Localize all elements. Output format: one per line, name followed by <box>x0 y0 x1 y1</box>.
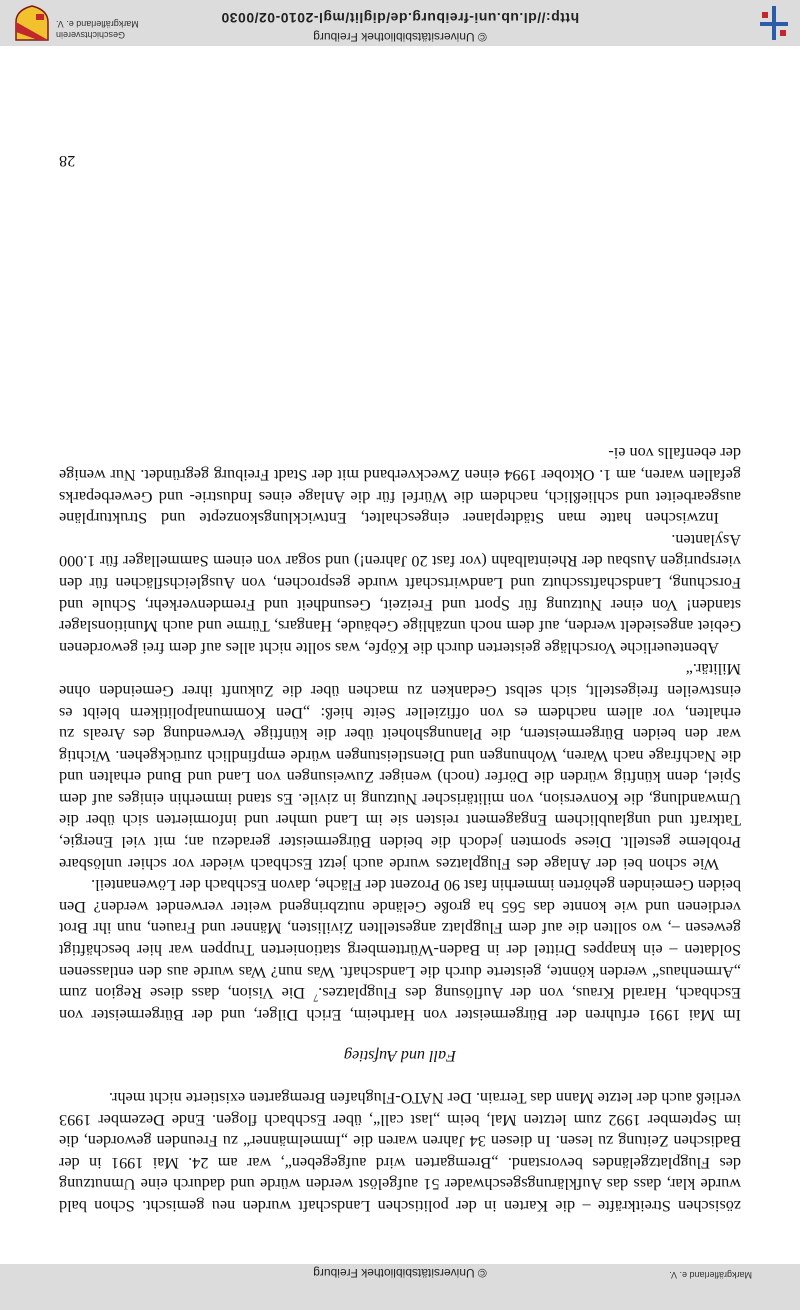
paragraph-1: zösischen Streitkräfte – die Karten in der politischen Landschaft wurden neu gemischt. Schon bald wurde klar, dass das Aufklärungsgeschwader 51 aufgelöst werden würde und dadurch eine Umnutzung des Flugplatzgeländes bevorstand. „Bremgarten wird aufgegeben“, war am 24. Mai 1991 in der Badischen Zeitung zu lesen. In diesen 34 Jahren waren die „Immelmänner“ zu Freunden geworden, die im September 1992 zum letzten Mal, beim „last call“, über Eschbach flogen. Ende Dezember 1993 verließ auch der letzte Mann das Terrain. Der NATO-Flughafen Bremgarten existierte nicht mehr. <box>59 1089 741 1215</box>
paragraph-3: Wie schon bei der Anlage des Flugplatzes wurde auch jetzt Eschbach wieder vor schier unlösbare Probleme gestellt. Diese spornten jedoch die beiden Bürgermeister geradezu an; mit viel Energie, Tatkraft und unglaublichem Engagement reisten sie im Land umher und informierten sich über die Umwandlung, die Konversion, von militärischer Nutzung in zivile. Es stand immerhin einiges auf dem Spiel, denn künftig würden die Dörfer (noch) weniger Zuweisungen von Land und Bund erhalten und die Nachfrage nach Waren, Wohnungen und Dienstleistungen würde empfindlich zurückgehen. Wichtig war den beiden Bürgermeistern, die Planungshoheit über die künftige Verwendung des Areals zu erhalten, vor allem nachdem es von offizieller Seite hieß: „Den Kommunalpolitikern bleibt es einstweilen freigestellt, sich selbst Gedanken zu machen über die Zukunft ihrer Gemeinden ohne Militär.“ <box>59 660 741 873</box>
footer-url-link[interactable]: http://dl.ub.uni-freiburg.de/diglit/mgl-2010-02/0030 <box>220 10 580 26</box>
paragraph-5: Inzwischen hatte man Städteplaner eingeschaltet, Entwicklungskonzepte und Strukturpläne ausgearbeitet und schließlich, nachdem die Würfel für die Anlage eines Industrie- und Gewerbeparks gefallen waren, am 1. Oktober 1994 einen Zweckverband mit der Stadt Freiburg gegründet. Nur wenige der ebenfalls von ei- <box>59 444 741 528</box>
footer-org-name <box>56 18 176 40</box>
previous-page-footer <box>0 1264 800 1310</box>
footer-org-line1: Geschichtsverein <box>56 30 126 40</box>
geschichtsverein-crest-icon[interactable] <box>12 4 52 44</box>
previous-footer-copyright: © Universitätsbibliothek Freiburg <box>313 1266 487 1280</box>
footer-bar <box>0 0 800 46</box>
university-library-logo-icon[interactable] <box>756 4 792 42</box>
page-number: 28 <box>59 152 76 170</box>
paragraph-2-end: Die Vision, dass diese Region zum „Armenhaus“ werden könnte, geisterte durch die Landschaft. Was nun? Was wurde aus den entlassenen Soldaten – ein knappes Drittel der in Baden-Württemberg stationierten Truppen war hier beschäftigt gewesen –, wo sollten die auf dem Flugplatz angestellten Zivilisten, Männer und Frauen, nun ihr Brot verdienen und wie konnte das 565 ha große Gelände nutzbringend weiter verwendet werden? Den beiden Gemeinden gehörten immerhin fast 90 Prozent der Fläche, davon Eschbach der Löwenanteil. <box>59 876 741 1003</box>
footer-org-line2: Markgräflerland e. V. <box>56 19 139 29</box>
section-heading: Fall und Aufstieg <box>343 1047 457 1066</box>
document-body <box>59 442 741 1216</box>
paragraph-4: Abenteuerliche Vorschläge geisterten durch die Köpfe, was sollte nicht alles auf dem frei gewordenen Gebiet angesiedelt werden, auf dem noch unzählige Gebäude, Hangars, Türme und auch Munitionslager standen! Von einer Nutzung für Sport und Freizeit, Gesundheit und Fremdenverkehr, Schule und Forschung, Landschaftsschutz und Landwirtschaft wurde gesprochen, von Ausgleichsflächen für den vierspurigen Ausbau der Rheintalbahn (vor fast 20 Jahren!) und sogar von einem Sammellager für 1.000 Asylanten. <box>59 530 741 657</box>
previous-footer-org: Markgräflerland e. V. <box>669 1270 752 1280</box>
footer-copyright: © Universitätsbibliothek Freiburg <box>313 30 487 44</box>
footnote-reference[interactable]: 7 <box>313 991 319 1003</box>
paragraph-2-start: Im Mai 1991 erfuhren der Bürgermeister von Hartheim, Erich Dilger, und der Bürgermeister von Eschbach, Harald Kraus, von der Auflösung des Flugplatzes. <box>59 984 741 1024</box>
paragraph-2 <box>59 874 741 1025</box>
